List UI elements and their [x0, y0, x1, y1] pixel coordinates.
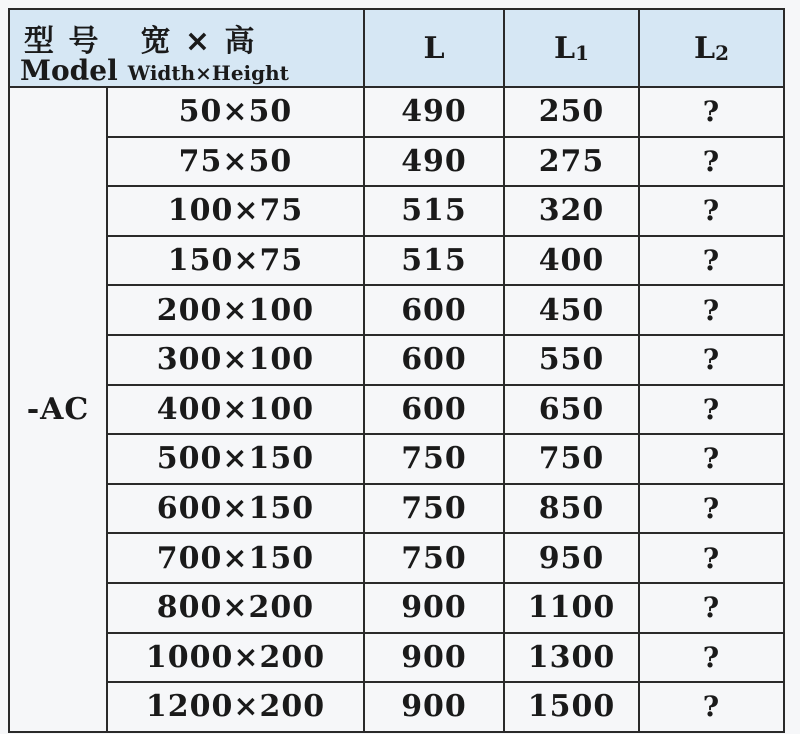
model-cn-label: 型 号 [24, 24, 101, 59]
l-cell: 750 [364, 434, 504, 484]
table-row [9, 583, 784, 633]
l2-cell: ? [639, 633, 784, 683]
l1-cell: 275 [504, 137, 639, 187]
table-row [9, 533, 784, 583]
size-cell: 500×150 [107, 434, 364, 484]
table-row [9, 682, 784, 732]
l2-cell: ? [639, 137, 784, 187]
size-cell: 50×50 [107, 87, 364, 137]
l1-cell: 550 [504, 335, 639, 385]
table-body [9, 87, 784, 732]
l-cell: 515 [364, 186, 504, 236]
l-cell: 900 [364, 583, 504, 633]
l-cell: 900 [364, 682, 504, 732]
size-cell: 200×100 [107, 285, 364, 335]
size-cell: 1200×200 [107, 682, 364, 732]
l-cell: 750 [364, 533, 504, 583]
l-cell: 490 [364, 87, 504, 137]
model-code-cell: -AC [9, 87, 107, 732]
l2-cell: ? [639, 335, 784, 385]
table-row [9, 186, 784, 236]
l1-cell: 1500 [504, 682, 639, 732]
size-cell: 75×50 [107, 137, 364, 187]
size-cell: 100×75 [107, 186, 364, 236]
model-size-header [9, 9, 364, 87]
table-row [9, 335, 784, 385]
l1-cell: 250 [504, 87, 639, 137]
l2-cell: ? [639, 285, 784, 335]
size-cell: 150×75 [107, 236, 364, 286]
l1-cell: 1300 [504, 633, 639, 683]
size-en-label: Width×Height [127, 61, 289, 85]
l2-cell: ? [639, 236, 784, 286]
l1-cell: 450 [504, 285, 639, 335]
size-cn-label: 宽 × 高 [140, 24, 257, 59]
size-cell: 800×200 [107, 583, 364, 633]
table-row [9, 484, 784, 534]
l1-cell: 320 [504, 186, 639, 236]
header-row [9, 9, 784, 87]
l2-cell: ? [639, 583, 784, 633]
l1-cell: 650 [504, 385, 639, 435]
column-header-l2: $L_2$ [639, 9, 784, 87]
size-cell: 700×150 [107, 533, 364, 583]
table-row [9, 434, 784, 484]
l-cell: 600 [364, 385, 504, 435]
size-cell: 400×100 [107, 385, 364, 435]
l-cell: 750 [364, 484, 504, 534]
size-cell: 600×150 [107, 484, 364, 534]
column-header-l1: $L_1$ [504, 9, 639, 87]
english-header [20, 54, 289, 87]
l-cell: 490 [364, 137, 504, 187]
table-row [9, 633, 784, 683]
l-cell: 600 [364, 335, 504, 385]
size-cell: 1000×200 [107, 633, 364, 683]
column-header-l: L [364, 9, 504, 87]
l1-cell: 400 [504, 236, 639, 286]
table-row [9, 87, 784, 137]
l2-cell: ? [639, 87, 784, 137]
table-row [9, 236, 784, 286]
table-row [9, 285, 784, 335]
l2-cell: ? [639, 434, 784, 484]
spec-table [8, 8, 785, 733]
size-cell: 300×100 [107, 335, 364, 385]
spec-table-wrapper [8, 8, 785, 733]
l1-cell: 750 [504, 434, 639, 484]
l2-cell: ? [639, 682, 784, 732]
table-row [9, 137, 784, 187]
l2-cell: ? [639, 385, 784, 435]
l-cell: 515 [364, 236, 504, 286]
l2-cell: ? [639, 186, 784, 236]
l-cell: 900 [364, 633, 504, 683]
table-row [9, 385, 784, 435]
l-cell: 600 [364, 285, 504, 335]
l2-cell: ? [639, 484, 784, 534]
model-en-label: Model [20, 54, 118, 87]
l1-cell: 950 [504, 533, 639, 583]
l1-cell: 1100 [504, 583, 639, 633]
l2-cell: ? [639, 533, 784, 583]
l1-cell: 850 [504, 484, 639, 534]
